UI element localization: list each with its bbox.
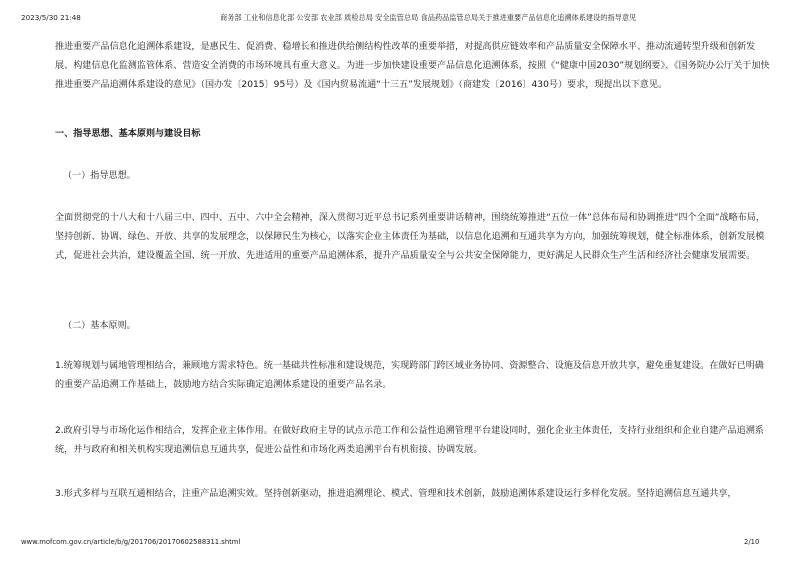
guiding-ideology-paragraph: 全面贯彻党的十八大和十八届三中、四中、五中、六中全会精神，深入贯彻习近平总书记系列重要讲话精神，围绕统筹推进“五位一体”总体布局和协调推进“四个全面”战略布局，坚持创新、协调、绿色、开放、共享的发展理念，以保障民生为核心，以落实企业主体责任为基础，以信息化追溯和互通共享为方向，加强统筹规划，健全标准体系，创新发展模式，促进社会共治，建设覆盖全国、统一开放、先进适用的重要产品追溯体系，提升产品质量安全与公共安全保障能力，更好满足人民群众生产生活和经济社会健康发展需要。 bbox=[55, 213, 765, 261]
section-heading: 一、指导思想、基本原则与建设目标 bbox=[55, 129, 201, 139]
principle-paragraph-3: 3.形式多样与互联互通相结合，注重产品追溯实效。坚持创新驱动，推进追溯理论、模式、管理和技术创新，鼓励追溯体系建设运行多样化发展。坚持追溯信息互通共享， bbox=[55, 489, 737, 499]
page-url: www.mofcom.gov.cn/article/b/g/201706/20170602588311.shtml bbox=[21, 538, 241, 546]
print-date: 2023/5/30 21:48 bbox=[21, 13, 81, 22]
subsection-heading-basic-principles: （二）基本原则。 bbox=[63, 321, 136, 331]
page-number: 2/10 bbox=[744, 538, 760, 546]
intro-paragraph: 推进重要产品信息化追溯体系建设，是惠民生、促消费、稳增长和推进供给侧结构性改革的重要举措，对提高供应链效率和产品质量安全保障水平、推动流通转型升级和创新发展、构建信息化监测监管体系、营造安全消费的市场环境具有重大意义。为进一步加快建设重要产品信息化追溯体系，按照《“健康中国2030”规划纲要》、《国务院办公厅关于加快推进重要产品追溯体系建设的意见》（国办发〔2015〕95号）及《国内贸易流通“十三五”发展规划》（商建发〔2016〕430号）要求，现提出以下意见。 bbox=[55, 42, 770, 90]
document-header-title: 商务部 工业和信息化部 公安部 农业部 质检总局 安全监管总局 食品药品监管总局关于推进重要产品信息化追溯体系建设的指导意见 bbox=[220, 13, 637, 22]
principle-paragraph-2: 2.政府引导与市场化运作相结合，发挥企业主体作用。在做好政府主导的试点示范工作和公益性追溯管理平台建设同时，强化企业主体责任，支持行业组织和企业自建产品追溯系统，并与政府和相关机构实现追溯信息互通共享，促进公益性和市场化两类追溯平台有机衔接、协调发展。 bbox=[55, 426, 764, 455]
subsection-heading-guiding-ideology: （一）指导思想。 bbox=[63, 171, 136, 181]
principle-paragraph-1: 1.统筹规划与属地管理相结合，兼顾地方需求特色。统一基础共性标准和建设规范，实现跨部门跨区域业务协同、资源整合、设施及信息开放共享，避免重复建设。在做好已明确的重要产品追溯工作基础上，鼓励地方结合实际确定追溯体系建设的重要产品名录。 bbox=[55, 361, 764, 390]
